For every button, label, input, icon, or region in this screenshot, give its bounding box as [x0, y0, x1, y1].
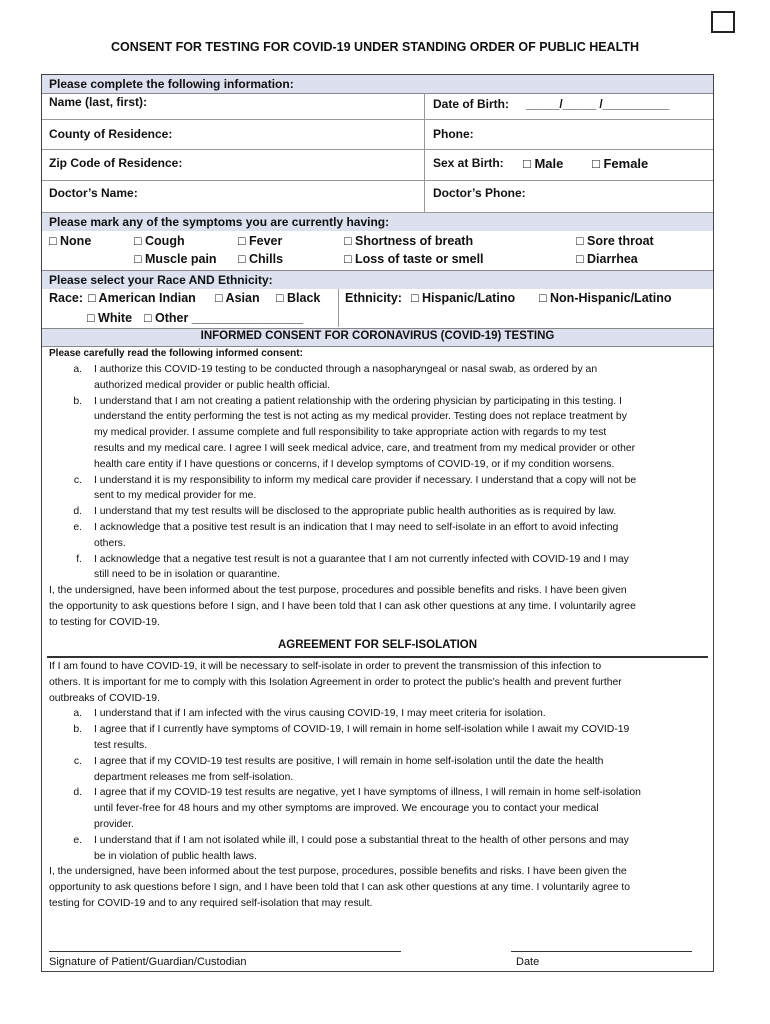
signature-line[interactable]: [49, 951, 401, 952]
item-line: I understand that if I am not isolated while ill, I could pose a substantial threat to the health of other persons and may: [94, 834, 629, 846]
isolation-intro-line: others. It is important for me to comply with this Isolation Agreement in order to protect the public’s health and prevent further: [49, 676, 622, 688]
consent-header: INFORMED CONSENT FOR CORONAVIRUS (COVID-19) TESTING: [200, 330, 555, 342]
isolation-closing-line: opportunity to ask questions before I sign, and I have been told that I can ask other questions at any time. I voluntarily agree to: [49, 882, 631, 894]
doctor-row[interactable]: [42, 181, 713, 213]
race-label: Race:: [49, 291, 84, 305]
item-line: I acknowledge that a negative test result is not a guarantee that I am not currently infected with COVID-19 and I may: [94, 553, 629, 565]
item-line: I agree that if my COVID-19 test results are negative, yet I have symptoms of illness, I will remain in home self-isolation: [94, 787, 641, 799]
race-black[interactable]: □ Black: [276, 291, 321, 305]
item-line: I understand it is my responsibility to inform my medical care provider if necessary. I understand that a copy will not be: [94, 474, 637, 486]
zip-row[interactable]: [42, 150, 713, 181]
item-line: I understand that if I am infected with the virus causing COVID-19, I may meet criteria for isolation.: [94, 708, 546, 720]
isolation-closing-line: testing for COVID-19 and to any required self-isolation that may result.: [49, 898, 373, 909]
item-line: I agree that if I currently have symptoms of COVID-19, I will remain in home self-isolation while I await my COVID-19: [94, 724, 630, 736]
form-frame: [41, 74, 714, 972]
zip-label: Zip Code of Residence:: [49, 156, 183, 170]
isolation-closing-line: I, the undersigned, have been informed about the test purpose, procedures, possible benefits and risks. I have been given the: [49, 866, 627, 878]
name-label: Name (last, first):: [49, 95, 148, 109]
symptom-cough[interactable]: □ Cough: [134, 234, 185, 248]
race-asian[interactable]: □ Asian: [215, 291, 260, 305]
consent-intro: Please carefully read the following informed consent:: [49, 348, 303, 359]
item-letter: a.: [73, 364, 82, 375]
item-line: provider.: [94, 819, 134, 830]
doctor-name-label: Doctor’s Name:: [49, 186, 138, 200]
consent-closing-line: I, the undersigned, have been informed about the test purpose, procedures and possible benefits and risks. I have been given: [49, 585, 627, 597]
info-header-bar: [42, 75, 713, 94]
sex-label: Sex at Birth:: [433, 156, 504, 170]
symptom-none[interactable]: □ None: [49, 234, 92, 248]
symptom-chills[interactable]: □ Chills: [238, 252, 284, 266]
ethnicity-hispanic[interactable]: □ Hispanic/Latino: [411, 291, 516, 305]
item-letter: e.: [73, 522, 82, 533]
date-line[interactable]: [511, 951, 692, 952]
item-line: results and my medical care. I agree I will seek medical advice, care, and treatment from my medical provider or other: [94, 443, 636, 454]
symptom-shortness-of-breath[interactable]: □ Shortness of breath: [344, 234, 474, 248]
symptom-sore-throat[interactable]: □ Sore throat: [576, 234, 654, 248]
item-letter: d.: [73, 506, 82, 518]
sex-male-checkbox[interactable]: □ Male: [523, 156, 564, 171]
symptoms-header: Please mark any of the symptoms you are currently having:: [49, 215, 390, 229]
item-letter: d.: [73, 787, 82, 799]
item-line: sent to my medical provider for me.: [94, 490, 257, 502]
item-line: I authorize this COVID-19 testing to be conducted through a nasopharyngeal or nasal swab, as ordered by an: [94, 364, 598, 375]
item-line: I acknowledge that a positive test result is an indication that I may need to self-isolate in an effort to avoid infecting: [94, 522, 619, 533]
item-line: department releases me from self-isolation.: [94, 771, 294, 783]
item-line: until fever-free for 48 hours and my other symptoms are improved. We encourage you to contact your medical: [94, 803, 599, 815]
symptom-fever[interactable]: □ Fever: [238, 234, 283, 248]
page-title: CONSENT FOR TESTING FOR COVID-19 UNDER STANDING ORDER OF PUBLIC HEALTH: [110, 40, 640, 54]
item-line: health care entity if I have questions or concerns, if I develop symptoms of COVID-19, or if my condition worsens.: [94, 458, 615, 470]
item-line: understand the entity performing the test is not acting as my medical provider. Testing does not replace treatment by: [94, 411, 627, 423]
race-header-bar: [42, 270, 713, 289]
item-line: test results.: [94, 740, 148, 751]
symptom-muscle-pain[interactable]: □ Muscle pain: [134, 252, 217, 266]
item-line: others.: [94, 537, 126, 549]
item-line: I understand that I am not creating a patient relationship with the ordering physician by participating in this testing. I: [94, 395, 622, 407]
race-american-indian[interactable]: □ American Indian: [88, 291, 196, 305]
race-header: Please select your Race AND Ethnicity:: [49, 273, 273, 287]
county-label: County of Residence:: [49, 127, 173, 141]
item-line: authorized medical provider or public health official.: [94, 379, 331, 391]
isolation-intro-line: outbreaks of COVID-19.: [49, 692, 160, 704]
dob-label: Date of Birth:: [433, 97, 509, 111]
name-row[interactable]: [42, 93, 713, 120]
item-letter: f.: [76, 553, 82, 565]
race-divider: [338, 289, 339, 327]
item-letter: c.: [73, 755, 82, 767]
consent-closing-line: the opportunity to ask questions before I sign, and I have been told that I can ask other questions at any time. I voluntarily agree: [49, 601, 636, 612]
isolation-intro-line: If I am found to have COVID-19, it will be necessary to self-isolate in order to prevent the transmission of this infection to: [49, 661, 602, 672]
item-letter: a.: [73, 708, 82, 720]
phone-label: Phone:: [433, 127, 474, 141]
info-header: Please complete the following information:: [49, 77, 294, 91]
item-letter: c.: [73, 474, 82, 486]
symptoms-header-bar: [42, 213, 713, 231]
dob-field[interactable]: _____/_____ /__________: [526, 97, 670, 111]
sex-female-checkbox[interactable]: □ Female: [592, 156, 649, 171]
item-letter: e.: [73, 834, 82, 846]
ethnicity-label: Ethnicity:: [345, 291, 402, 305]
doctor-phone-label: Doctor’s Phone:: [433, 186, 526, 200]
race-other[interactable]: □ Other ________________: [144, 311, 304, 325]
county-row[interactable]: [42, 120, 713, 150]
consent-header-bar: [42, 328, 713, 347]
isolation-header: AGREEMENT FOR SELF-ISOLATION: [277, 639, 478, 651]
consent-closing-line: to testing for COVID-19.: [49, 616, 160, 628]
ethnicity-non-hispanic[interactable]: □ Non-Hispanic/Latino: [539, 291, 672, 305]
item-line: I agree that if my COVID-19 test results are positive, I will remain in home self-isolation until the date the health: [94, 755, 604, 767]
item-line: I understand that my test results will be disclosed to the appropriate public health authorities as is required by law.: [94, 506, 617, 518]
item-letter: b.: [73, 724, 82, 736]
checkbox-corner[interactable]: [711, 11, 735, 33]
date-label: Date: [516, 956, 540, 968]
item-letter: b.: [73, 395, 82, 407]
item-line: my medical provider. I assume complete and full responsibility to take appropriate action with regards to my test: [94, 427, 607, 439]
item-line: be in violation of public health laws.: [94, 850, 257, 862]
race-white[interactable]: □ White: [87, 311, 133, 325]
symptom-loss-of-taste[interactable]: □ Loss of taste or smell: [344, 252, 484, 266]
symptom-diarrhea[interactable]: □ Diarrhea: [576, 252, 638, 266]
signature-label: Signature of Patient/Guardian/Custodian: [49, 956, 247, 968]
isolation-rule: [47, 656, 708, 658]
item-line: still need to be in isolation or quarantine.: [94, 569, 280, 581]
